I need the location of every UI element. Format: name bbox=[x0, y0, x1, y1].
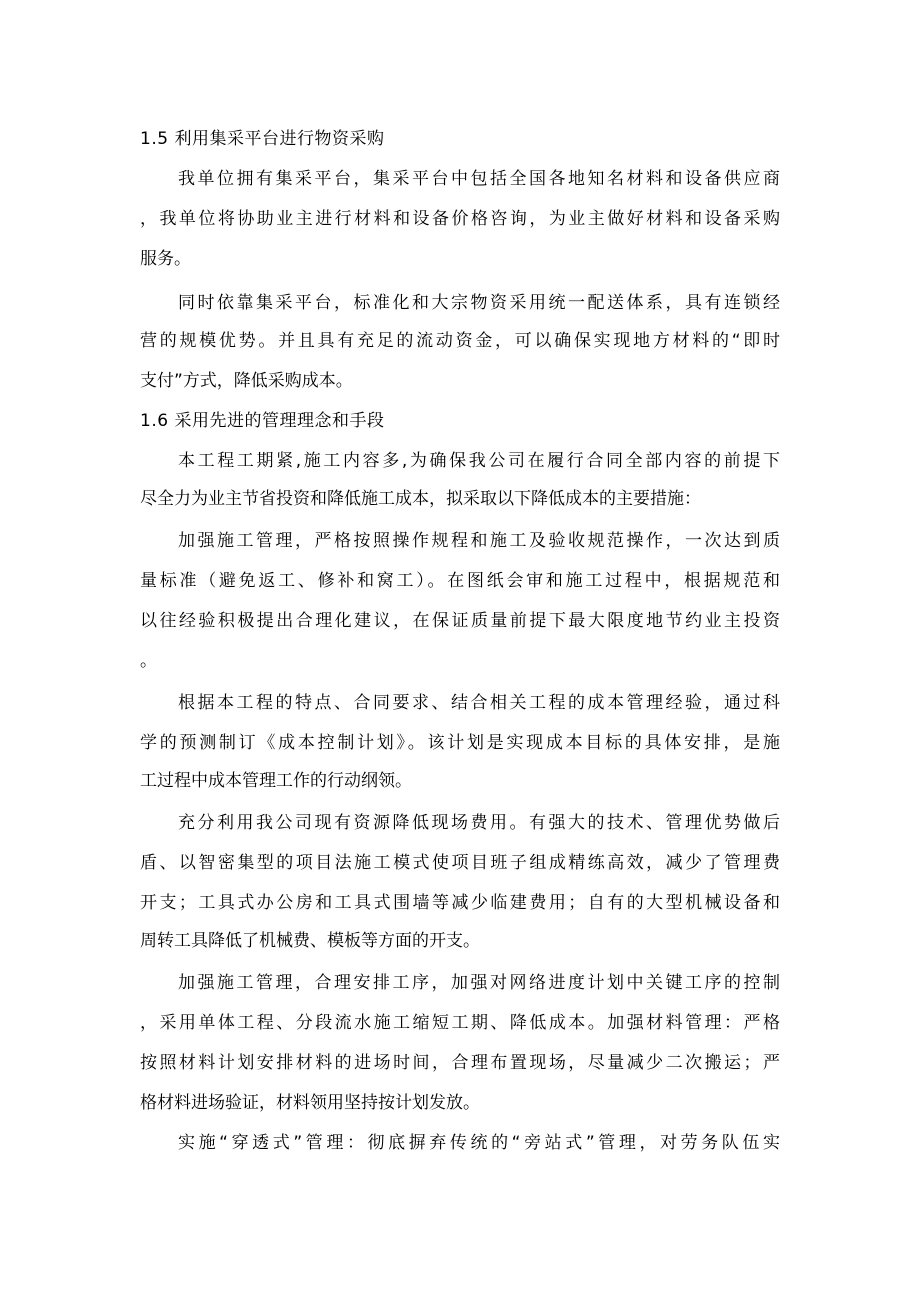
paragraph-line: 尽全力为业主节省投资和降低施工成本，拟采取以下降低成本的主要措施： bbox=[140, 489, 701, 509]
paragraph-line: 按照材料计划安排材料的进场时间，合理布置现场，尽量减少二次搬运；严 bbox=[140, 1053, 780, 1073]
paragraph-line: 支付”方式，降低采购成本。 bbox=[140, 371, 353, 391]
paragraph-line: 我单位拥有集采平台，集采平台中包括全国各地知名材料和设备供应商 bbox=[178, 169, 780, 189]
paragraph-line: 充分利用我公司现有资源降低现场费用。有强大的技术、管理优势做后 bbox=[178, 813, 780, 833]
paragraph-line: 量标准（避免返工、修补和窝工）。在图纸会审和施工过程中，根据规范和 bbox=[140, 571, 780, 591]
paragraph-line: 加强施工管理，合理安排工序，加强对网络进度计划中关键工序的控制 bbox=[178, 973, 780, 993]
paragraph-line: 加强施工管理，严格按照操作规程和施工及验收规范操作，一次达到质 bbox=[178, 531, 780, 551]
paragraph-line: 开支；工具式办公房和工具式围墙等减少临建费用；自有的大型机械设备和 bbox=[140, 893, 780, 913]
paragraph-line: 营的规模优势。并且具有充足的流动资金，可以确保实现地方材料的“即时 bbox=[140, 331, 780, 351]
paragraph-line: 格材料进场验证，材料领用坚持按计划发放。 bbox=[140, 1093, 480, 1113]
paragraph-line: 实施“穿透式”管理：彻底摒弃传统的“旁站式”管理，对劳务队伍实 bbox=[178, 1133, 780, 1153]
paragraph-line: 工过程中成本管理工作的行动纲领。 bbox=[140, 771, 412, 791]
section-heading-1-5: 1.5 利用集采平台进行物资采购 bbox=[140, 129, 385, 149]
paragraph-line: 学的预测制订《成本控制计划》。该计划是实现成本目标的具体安排，是施 bbox=[140, 733, 780, 753]
paragraph-line: 以往经验积极提出合理化建议，在保证质量前提下最大限度地节约业主投资 bbox=[140, 611, 780, 631]
paragraph-line: 同时依靠集采平台，标准化和大宗物资采用统一配送体系，具有连锁经 bbox=[178, 293, 780, 313]
paragraph-line: ，我单位将协助业主进行材料和设备价格咨询，为业主做好材料和设备采购 bbox=[140, 209, 780, 229]
paragraph-line: 本工程工期紧,施工内容多,为确保我公司在履行合同全部内容的前提下 bbox=[178, 451, 780, 471]
paragraph-line: 。 bbox=[140, 651, 157, 671]
section-heading-1-6: 1.6 采用先进的管理理念和手段 bbox=[140, 411, 385, 431]
paragraph-line: ，采用单体工程、分段流水施工缩短工期、降低成本。加强材料管理：严格 bbox=[140, 1013, 780, 1033]
paragraph-line: 服务。 bbox=[140, 249, 191, 269]
paragraph-line: 根据本工程的特点、合同要求、结合相关工程的成本管理经验，通过科 bbox=[178, 693, 780, 713]
paragraph-line: 盾、以智密集型的项目法施工模式使项目班子组成精练高效，减少了管理费 bbox=[140, 853, 780, 873]
paragraph-line: 周转工具降低了机械费、模板等方面的开支。 bbox=[140, 931, 480, 951]
